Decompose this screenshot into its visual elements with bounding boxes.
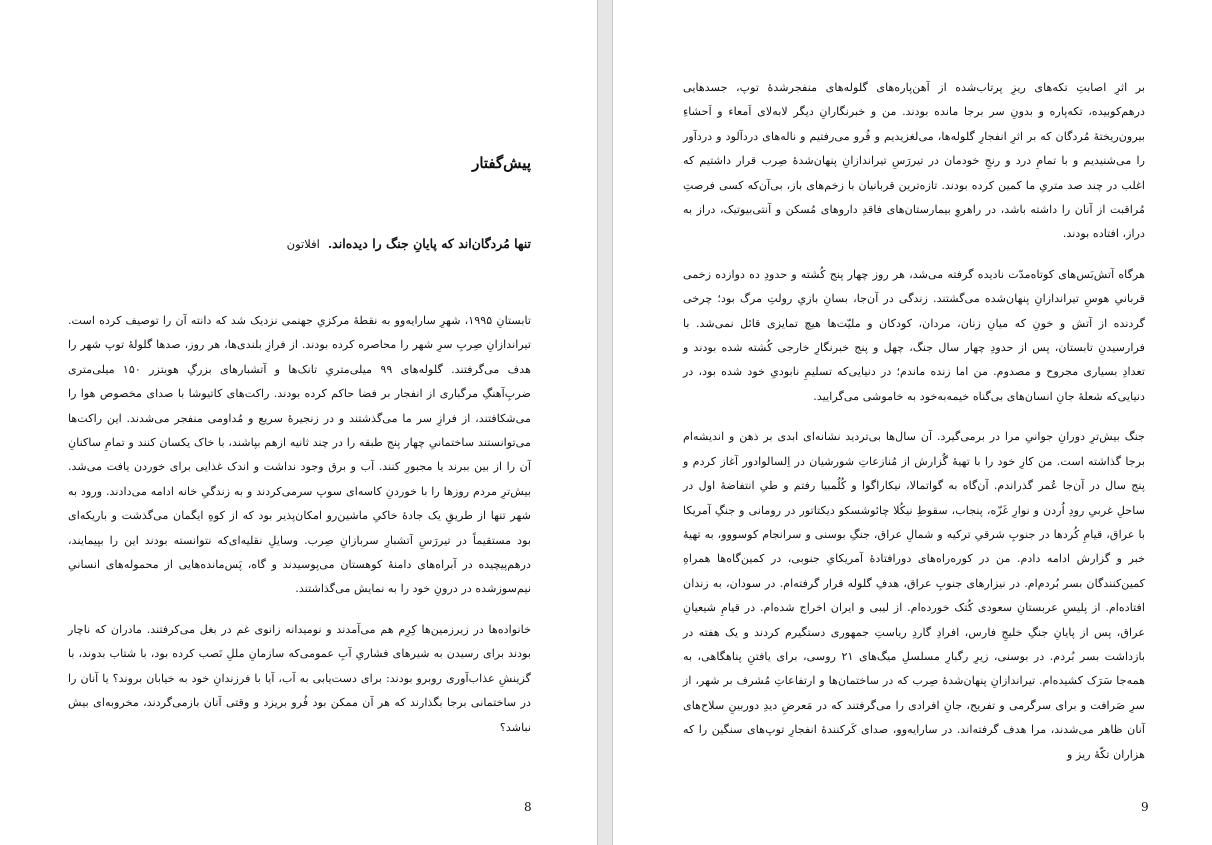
paragraph: تابستانِ ۱۹۹۵، شهرِ سارایه‌وو به نقطهٔ مرکزیِ جهنمی نزدیک شد که دانته آن را توصیف کرده است. تیراندازانِ صِربِ سرِ شهر را محاصره کرده بودند. از فرازِ بلندی‌ها، هر روز، صدها گلولهٔ توپ شهر را هدف می‌گرفتند. گلوله‌های ۹۹ میلی‌متریِ تانک‌ها و آتشبارهای بزرگِ هویتزر ۱۵۰ میلی‌متری ضربِ‌آهنگِ مرگباری از انفجار بر فضا حاکم کرده بودند. راکت‌های کاتیوشا با صدای مخصوص هوا را می‌شکافتند، از فرازِ سر ما می‌گذشتند و در زنجیرهٔ سریع و مُداومی منفجر می‌شدند. این راکت‌ها می‌توانستند ساختمانیِ چهار پنج طبقه را در چند ثانیه ازهم بپاشند، با خاک یکسان کنند و تمامِ ساکنانِ آن را از بین ببرند یا مجبورِ کنند. آب و برق وجود نداشت و اندک غذایی برای خوردن یافت می‌شد. بیش‌ترِ مردم روزها را با خوردنِ کاسه‌ای سوپ سرمی‌کردند و به زندگیِ خانه ادامه می‌دادند. ورود به شهر تنها از طریقِ یک جادهٔ خاکیِ ماشین‌رو امکان‌پذیر بود که از کوهِ ایگمان می‌گذشت و باریکه‌ای بود مستقیماً در تیررَسِ آتشبارِ سربازانِ صِرب. وسایلِ نقلیه‌ای‌که نتوانسته بودند این را بپیمایند، درهم‌پیچیده در آبراه‌های دامنهٔ کوهستان می‌پوسیدند و گاه، پَس‌مانده‌هایی از محموله‌های انسانیِ نیم‌سوزشده در درونِ خود را به نمایش می‌گذاشتند. [68, 314, 531, 596]
page-number: 8 [524, 800, 532, 814]
epigraph-author: افلاتون [286, 237, 320, 251]
right-page-body [683, 76, 1145, 783]
page-number: 9 [1141, 800, 1149, 814]
paragraph: خانواده‌ها در زیرزمین‌ها کِرِم هم می‌آمدند و نومیدانه زانوی غم در بغل می‌کرفتند. مادران که ناچار بودند برای رسیدن به شیرهای فشاریِ آبِ عمومی‌که سازمانِ مللِ نَصب کرده بود، با شتاب بدوند، با گزینشِ عذاب‌آوری روبرو بودند: برای دست‌یابی به آب، آیا با فرزندانِ خود به خیابان بروند؟ یا آنان را در ساختمانی برجا بگذارند که هر آن ممکن بود فُرو بریزد و وقتی آنان بازمی‌گردند، مخروبه‌ای بیش نباشد؟ [68, 622, 531, 734]
paragraph: جنگ بیش‌ترِ دورانِ جوانیِ مرا در برمی‌گیرد. آن سال‌ها بی‌تردید نشانه‌ای ابدی بر ذهن و اندیشه‌ام برجا گذاشته است. من کارِ خود را با تهیهٔ گُزارش از مُنازعاتِ شورشیان در اِلسالوادور آغاز کردم و پنج سال در آن‌جا عُمر گذراندم. آن‌گاه به گواتمالا، نیکاراگوا و کُلُمبیا رفتم و طیِ انتفاضهٔ اول در ساحلِ غربیِ رودِ اُردن و نوارِ غَزّه، پنجاب، سقوطِ نیکُلا چائوشسکو دیکتاتور در رومانی و جنگِ آمریکا با عراق، قیامِ کُردها در جنوبِ شرقیِ ترکیه و شمالِ عراق، جنگِ بوسنی و سرانجام کوسووو، به تهیهٔ خبر و گزارش ادامه دادم. من در کوره‌راه‌های دورافتادهٔ آمریکایِ جنوبی، در کمین‌گاه‌ها همراهِ کمین‌کنندگان بسر بُردم‌ام. در نیزارهای جنوبِ عراق، هدفِ گلوله قرار گرفته‌ام. در سودان، به زندان افتاده‌ام. از پلیسِ عربستانِ سعودی کُتک خورده‌ام. از لیبی و ایران اخراج شده‌ام. در قیامِ شیعیانِ عراق، پس از پایانِ جنگِ خلیجِ فارس، افرادِ گاردِ ریاستِ جمهوری دستگیرم کردند و یک هفته در بازداشت بسر بُردم. در بوسنی، زیرِ رگبارِ مسلسلِ میگ‌های ۲۱ روسی، برای یافتنِ پناهگاهی، به همه‌جا سَرَک کشیده‌ام. تیراندازانِ پنهان‌شدهٔ صِرب که در ساختمان‌ها و ارتفاعاتِ مُشرف بر شهر، از سرِ صَرافت و برای سرگرمی و تفریح، جانِ افرادی را می‌گرفتند که در مَعرضِ دیدِ دوربینِ سلاح‌های آنان ظاهر می‌شدند، مرا هدف گرفته‌اند. در سارایه‌وو، صدای کَرکنندهٔ انفجارِ توپ‌های سنگین را که هزاران تکّهٔ ریز و [683, 430, 1145, 761]
paragraph: بر اثرِ اصابتِ تکه‌های ریزِ پرتاب‌شده از آهن‌پاره‌های گلوله‌های منفجرشدهٔ توپ، جسدهایی درهم‌کوبیده، تکه‌پاره و بدونِ سر برجا مانده بودند. من و خبرنگارانِ دیگر لابه‌لای اَمعاء و اَحشاءِ بیرون‌ریختهٔ مُردگان که بر اثرِ انفجارِ گلوله‌ها، می‌لغزیدیم و فُرو می‌رفتیم و ناله‌های دردآلود و دردآور را می‌شنیدیم و با تمامِ درد و رنجِ خودمان در تیررَسِ تیراندازانِ پنهان‌شدهٔ صِرب قرار داشتیم که اغلب در چند صد متریِ ما کمین کرده بودند. تازه‌ترین قربانیان با زخم‌های باز، بی‌آن‌که کسی فرصتِ مُراقبت از آنان را داشته باشد، در راهروِ بیمارستان‌های فاقدِ داروهای مُسکن و آنتی‌بیوتیک، دراز به دراز، افتاده بودند. [683, 81, 1145, 241]
right-page [612, 0, 1212, 845]
epigraph [70, 236, 531, 251]
paragraph: هرگاه آتش‌بَس‌های کوتاه‌مدّت نادیده گرفته می‌شد، هر روز چهار پنج کُشته و حدودِ ده دوازده زخمی قربانیِ هوسِ تیراندازانِ پنهان‌شده می‌گشتند. زندگی در آن‌جا، بسانِ بازیِ رولتِ مرگ بود؛ چرخی گردنده از آتش و خونِ که میانِ زنان، مردان، کودکان و ملیّت‌ها هیچ تمایزی قائل نمی‌شد. با فرارسیدنِ تابستان، پس از حدودِ چهار سال جنگ، چهل و پنج خبرنگارِ خارجی کُشته شده بودند و تعدادِ بسیاری مجروح و مصدوم. من اما زنده ماندم؛ در دنیایی‌که تسلیمِ نابودیِ خود شده بود، در دنیایی‌که شعلهٔ جانِ انسان‌های بی‌گناه خیمه‌به‌خود به خاموشی می‌گرایید. [683, 267, 1145, 403]
chapter-title: پیش‌گفتار [472, 154, 531, 172]
epigraph-quote: تنها مُردگان‌اند که پایانِ جنگ را دیده‌اند. [327, 236, 531, 251]
left-page [0, 0, 598, 845]
left-page-body [68, 309, 531, 756]
